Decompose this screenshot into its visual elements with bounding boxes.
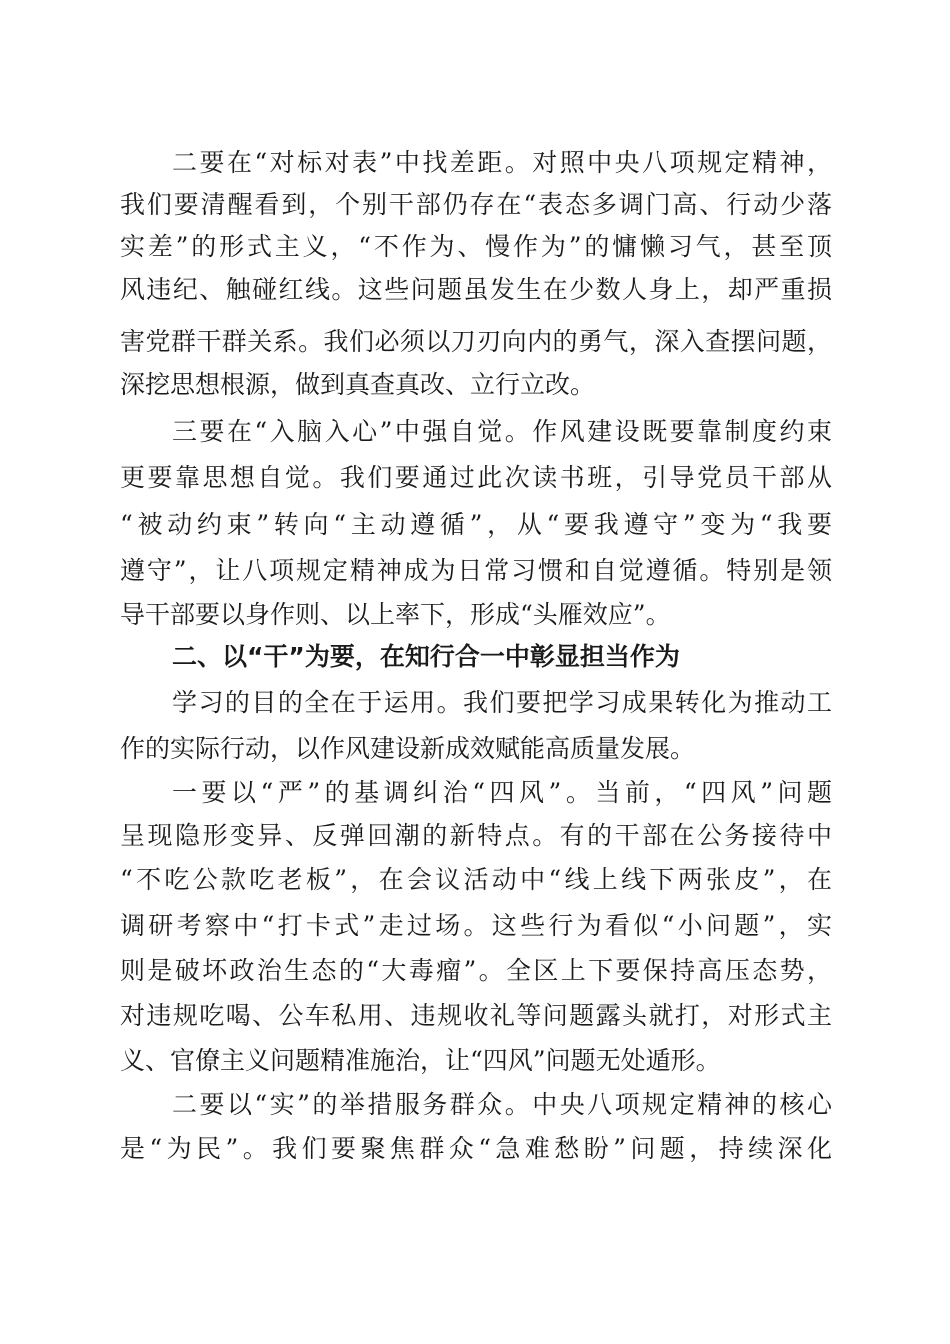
paragraph-line: 风违纪、触碰红线。这些问题虽发生在少数人身上，却严重损: [120, 275, 832, 304]
paragraph-line: 学习的目的全在于运用。我们要把学习成果转化为推动工: [172, 688, 832, 717]
paragraph-line: 义、官僚主义问题精准施治，让“四风”问题无处遁形。: [120, 1046, 721, 1075]
paragraph-line: 二要以“实”的举措服务群众。中央八项规定精神的核心: [172, 1090, 832, 1119]
paragraph-line: 深挖思想根源，做到真查真改、立行立改。: [120, 370, 596, 399]
paragraph-line: 呈现隐形变异、反弹回潮的新特点。有的干部在公务接待中: [120, 821, 832, 850]
paragraph-line: “不吃公款吃老板”，在会议活动中“线上线下两张皮”，在: [120, 865, 832, 894]
paragraph-line: 对违规吃喝、公车私用、违规收礼等问题露头就打，对形式主: [120, 1001, 832, 1030]
paragraph-line: 实差”的形式主义，“不作为、慢作为”的慵懒习气，甚至顶: [120, 232, 832, 261]
paragraph-line: 三要在“入脑入心”中强自觉。作风建设既要靠制度约束: [172, 417, 832, 446]
paragraph-line: 调研考察中“打卡式”走过场。这些行为看似“小问题”，实: [120, 911, 832, 940]
paragraph-line: 一要以“严”的基调纠治“四风”。当前，“四风”问题: [172, 778, 832, 807]
paragraph-line: 遵守”，让八项规定精神成为日常习惯和自觉遵循。特别是领: [120, 556, 832, 585]
paragraph-line: 更要靠思想自觉。我们要通过此次读书班，引导党员干部从: [120, 463, 832, 492]
paragraph-line: 导干部要以身作则、以上率下，形成“头雁效应”。: [120, 600, 671, 629]
paragraph-line: “被动约束”转向“主动遵循”，从“要我遵守”变为“我要: [120, 510, 832, 539]
paragraph-line: 二要在“对标对表”中找差距。对照中央八项规定精神，: [172, 148, 832, 177]
paragraph-line: 害党群干群关系。我们必须以刀刃向内的勇气，深入查摆问题，: [120, 327, 832, 356]
paragraph-line: 作的实际行动，以作风建设新成效赋能高质量发展。: [120, 734, 696, 763]
paragraph-line: 则是破坏政治生态的“大毒瘤”。全区上下要保持高压态势，: [120, 956, 832, 985]
paragraph-line: 是“为民”。我们要聚焦群众“急难愁盼”问题，持续深化: [120, 1134, 832, 1163]
paragraph-line: 我们要清醒看到，个别干部仍存在“表态多调门高、行动少落: [120, 190, 832, 219]
section-heading: 二、以“干”为要，在知行合一中彰显担当作为: [172, 642, 680, 671]
